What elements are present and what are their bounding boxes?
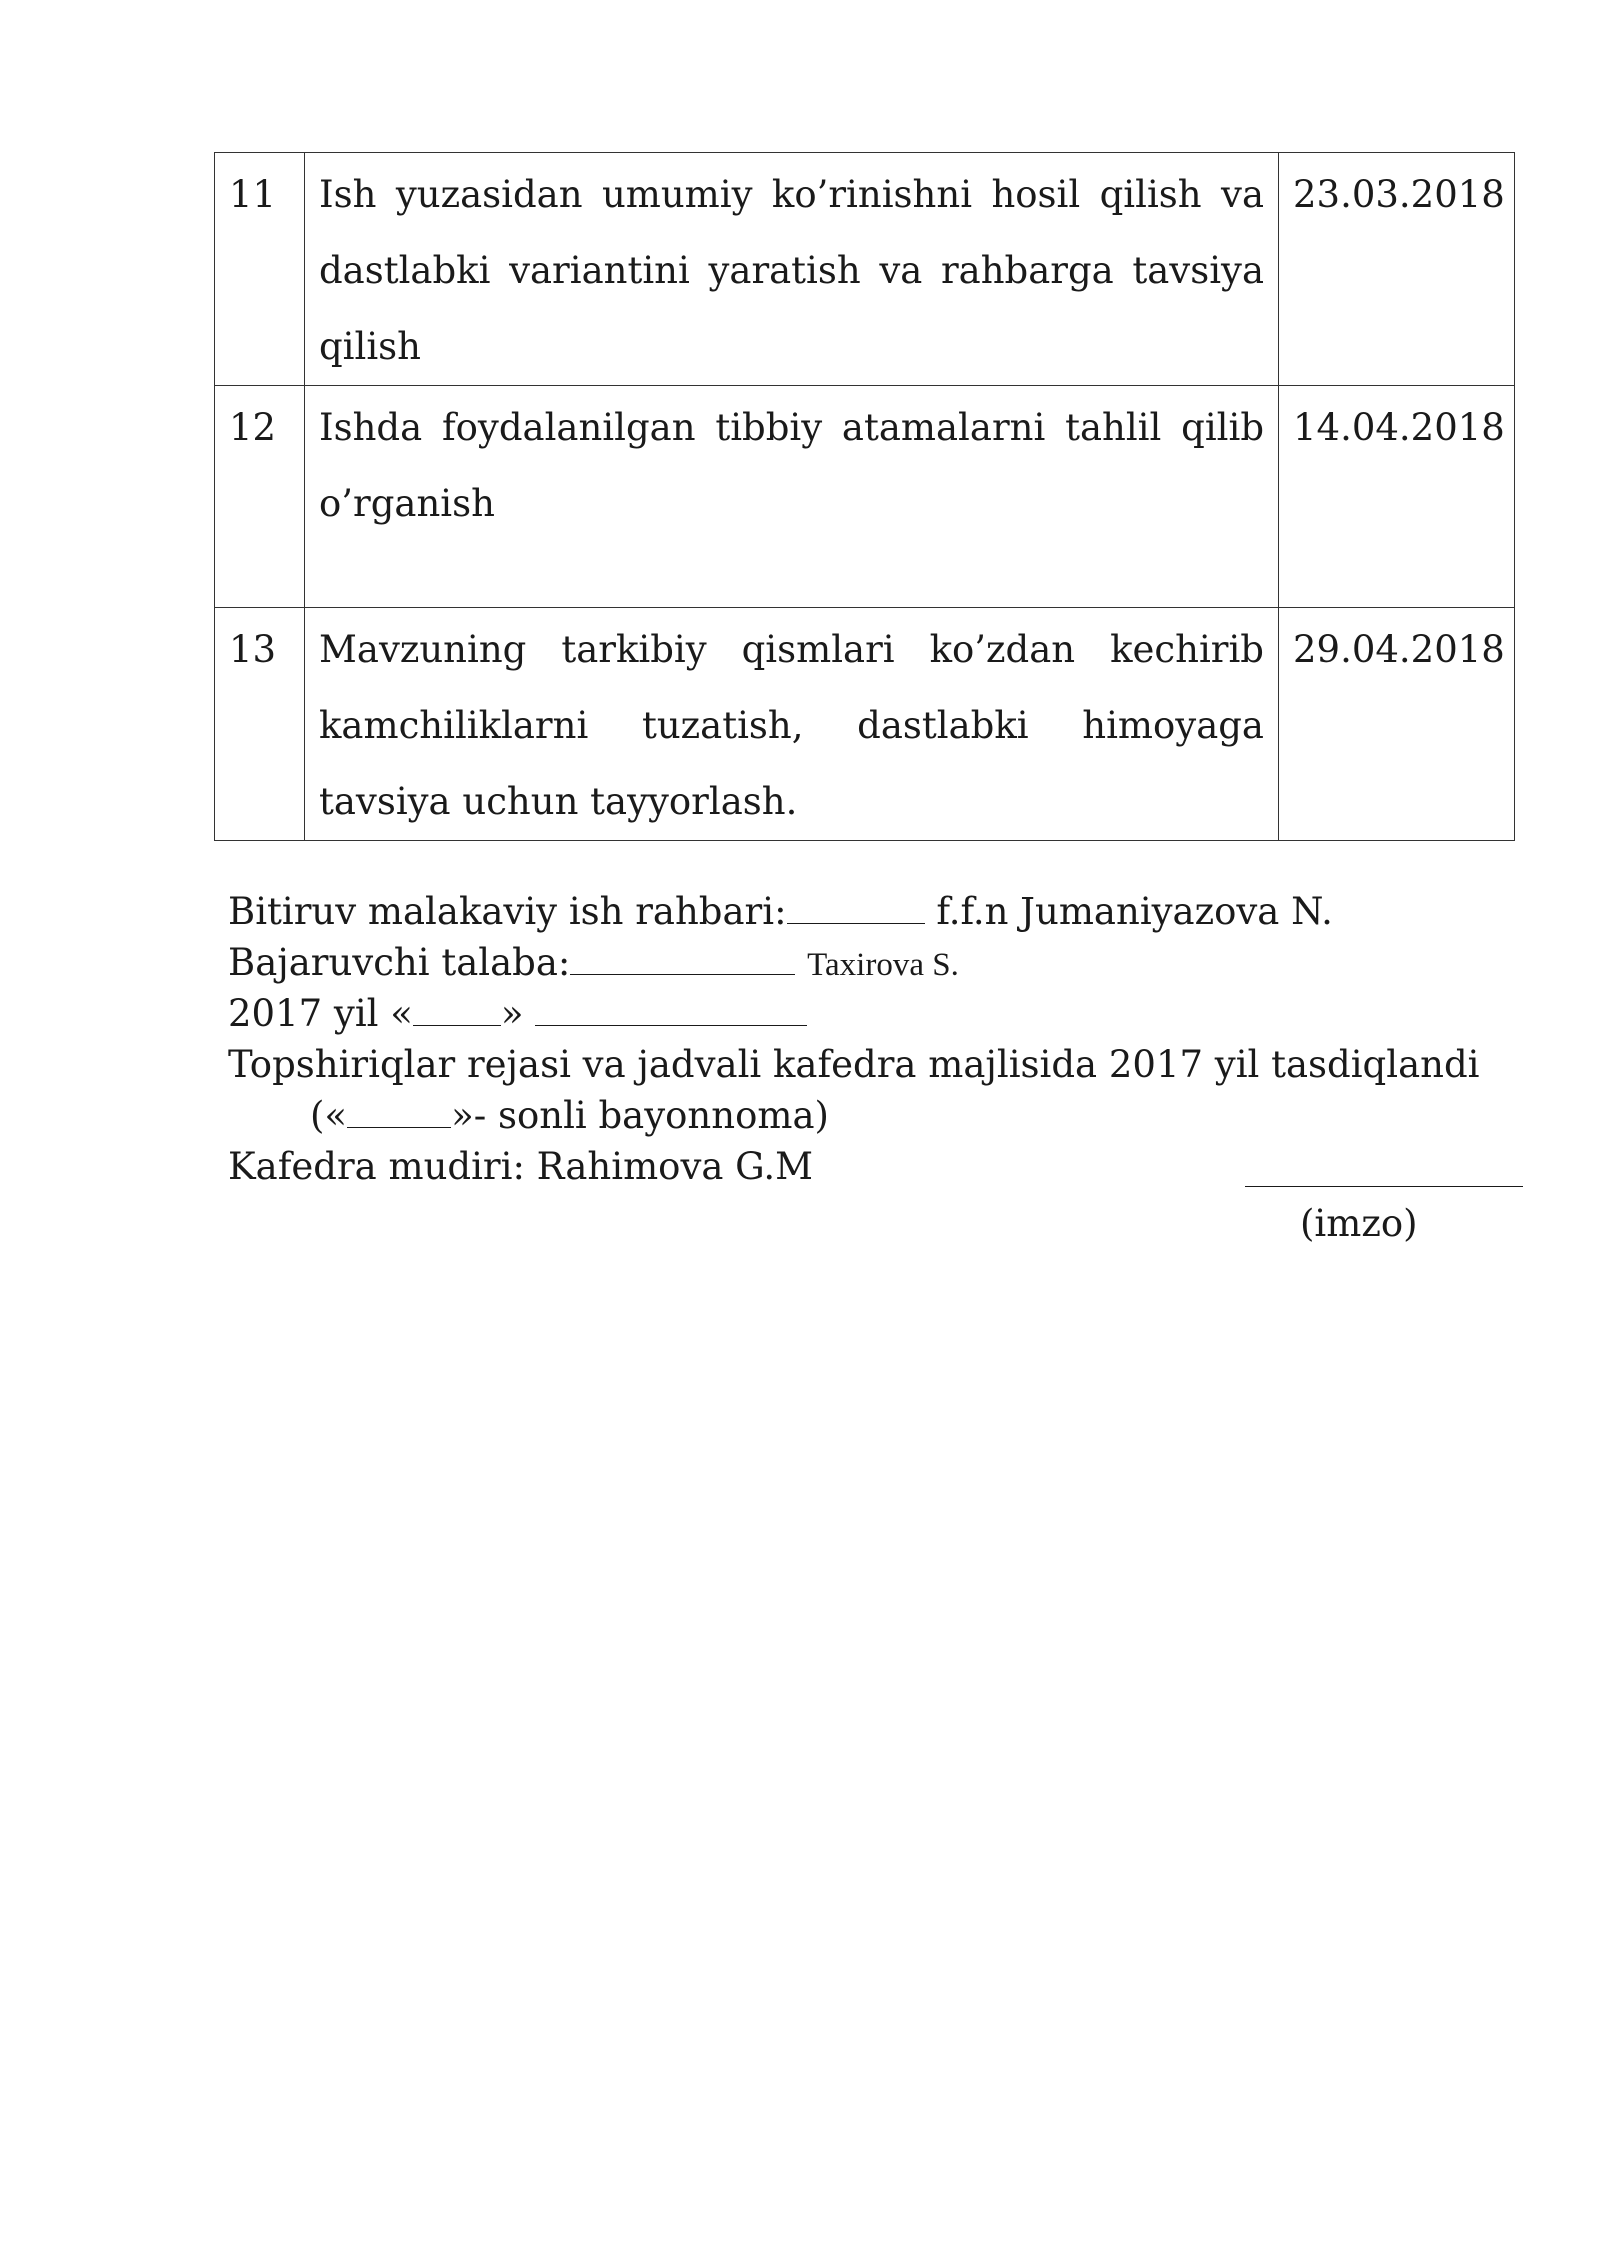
department-head-line: Kafedra mudiri: Rahimova G.M	[228, 1145, 814, 1188]
task-deadline: 29.04.2018	[1279, 608, 1515, 841]
protocol-close: »- sonli bayonnoma)	[451, 1094, 829, 1137]
row-number: 13	[215, 608, 305, 841]
task-description: Ish yuzasidan umumiy ko’rinishni hosil qilish va dastlabki variantini yaratish va rahbarga tavsiya qilish	[305, 153, 1279, 386]
supervisor-label: Bitiruv malakaviy ish rahbari:	[228, 890, 787, 933]
row-number: 11	[215, 153, 305, 386]
student-line	[228, 937, 1528, 988]
table-row	[215, 608, 1515, 841]
student-label: Bajaruvchi talaba:	[228, 941, 571, 984]
protocol-number-blank	[347, 1092, 451, 1128]
approval-line: Topshiriqlar rejasi va jadvali kafedra majlisida 2017 yil tasdiqlandi	[228, 1043, 1480, 1086]
day-blank	[413, 990, 501, 1026]
signature-line	[1245, 1186, 1523, 1187]
protocol-line	[228, 1090, 1528, 1141]
date-line	[228, 988, 1528, 1039]
supervisor-line	[228, 886, 1528, 937]
task-deadline: 23.03.2018	[1279, 153, 1515, 386]
supervisor-signature-blank	[787, 888, 925, 924]
protocol-open: («	[310, 1094, 348, 1137]
row-number: 12	[215, 386, 305, 608]
signature-block	[228, 886, 1528, 1192]
task-description: Ishda foydalanilgan tibbiy atamalarni tahlil qilib o’rganish	[305, 386, 1279, 608]
table-row	[215, 153, 1515, 386]
date-mid: »	[500, 992, 524, 1035]
date-prefix: 2017 yil «	[228, 992, 413, 1035]
table-row	[215, 386, 1515, 608]
month-blank	[535, 990, 807, 1026]
task-deadline: 14.04.2018	[1279, 386, 1515, 608]
task-schedule-table	[214, 152, 1515, 841]
student-signature-blank	[570, 939, 795, 975]
student-name: Taxirova S.	[807, 947, 959, 983]
signature-caption: (imzo)	[1300, 1202, 1418, 1245]
task-description: Mavzuning tarkibiy qismlari ko’zdan kechirib kamchiliklarni tuzatish, dastlabki himoyaga tavsiya uchun tayyorlash.	[305, 608, 1279, 841]
supervisor-name: f.f.n Jumaniyazova N.	[936, 890, 1333, 933]
